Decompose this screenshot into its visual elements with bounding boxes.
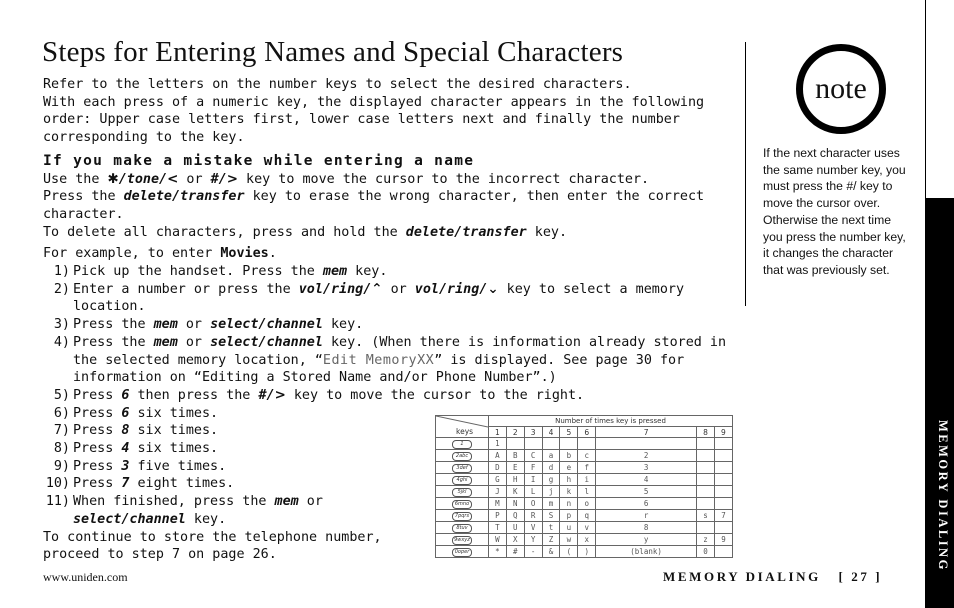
table-cell: N	[506, 498, 524, 510]
table-cell: E	[506, 462, 524, 474]
list-item: 4) Press the mem or select/channel key. (When there is information already stored in the selected memory location, “Edit MemoryXX” is displayed. See page 30 for information on “Editing a Stored Name and/or Phone Number”.)	[53, 334, 727, 386]
table-caption: Number of times key is pressed	[489, 416, 733, 427]
chevron-up-icon: ⌃	[371, 281, 383, 297]
table-cell: w	[560, 534, 578, 546]
table-cell: 4	[596, 474, 697, 486]
table-cell: -	[524, 546, 542, 558]
list-item: 7) Press 8 six times.	[53, 423, 219, 439]
table-cell: #	[506, 546, 524, 558]
note-badge: note	[796, 44, 886, 134]
column-header: 6	[578, 427, 596, 438]
table-cell: e	[560, 462, 578, 474]
key-cell	[436, 474, 489, 486]
mistake-line-1: Use the ✱/tone/< or #/> key to move the cursor to the incorrect character.	[43, 171, 650, 187]
table-cell: f	[578, 462, 596, 474]
table-cell	[697, 450, 715, 462]
table-cell	[697, 498, 715, 510]
table-cell: k	[560, 486, 578, 498]
table-cell: r	[596, 510, 697, 522]
list-item: 8) Press 4 six times.	[53, 441, 219, 457]
side-tab-rule	[925, 198, 954, 200]
table-cell: G	[489, 474, 507, 486]
table-cell: t	[542, 522, 560, 534]
column-header: 1	[489, 427, 507, 438]
table-cell: x	[578, 534, 596, 546]
keys-header: keys	[456, 427, 474, 436]
table-row	[436, 510, 733, 522]
table-cell	[714, 462, 732, 474]
list-item: 10) Press 7 eight times.	[45, 476, 235, 492]
character-table	[435, 415, 733, 558]
table-cell: Z	[542, 534, 560, 546]
table-cell	[697, 486, 715, 498]
table-cell: H	[506, 474, 524, 486]
table-cell: z	[697, 534, 715, 546]
list-item: 6) Press 6 six times.	[53, 405, 219, 421]
table-cell	[714, 522, 732, 534]
table-row	[436, 474, 733, 486]
table-cell: L	[524, 486, 542, 498]
key-cell	[436, 510, 489, 522]
table-row	[436, 486, 733, 498]
table-cell: 6	[596, 498, 697, 510]
table-cell	[596, 438, 697, 450]
table-cell: Q	[506, 510, 524, 522]
keypad-key-icon: 1	[452, 440, 472, 449]
table-cell: g	[542, 474, 560, 486]
table-cell: i	[578, 474, 596, 486]
table-cell: )	[578, 546, 596, 558]
table-cell: X	[506, 534, 524, 546]
keypad-key-icon: 7pqrs	[452, 512, 472, 521]
column-header: 3	[524, 427, 542, 438]
table-cell: &	[542, 546, 560, 558]
table-cell: T	[489, 522, 507, 534]
table-cell: D	[489, 462, 507, 474]
table-cell: 5	[596, 486, 697, 498]
intro-paragraph-1: Refer to the letters on the number keys to select the desired characters.	[43, 77, 632, 92]
example-lead: For example, to enter Movies.	[43, 246, 277, 262]
table-cell	[506, 438, 524, 450]
table-cell	[697, 438, 715, 450]
table-cell: n	[560, 498, 578, 510]
side-tab-top	[925, 0, 954, 198]
table-cell	[560, 438, 578, 450]
column-header: 2	[506, 427, 524, 438]
list-item: 5) Press 6 then press the #/> key to move the cursor to the right.	[53, 387, 585, 403]
list-item: 11) When finished, press the mem or select/channel key.	[45, 494, 323, 527]
table-cell: (blank)	[596, 546, 697, 558]
closing-paragraph: To continue to store the telephone number, proceed to step 7 on page 26.	[43, 529, 382, 563]
key-cell	[436, 450, 489, 462]
list-item: 9) Press 3 five times.	[53, 458, 227, 474]
table-cell: J	[489, 486, 507, 498]
table-cell	[714, 498, 732, 510]
table-cell: F	[524, 462, 542, 474]
intro-paragraph-2: With each press of a numeric key, the displayed character appears in the following order: Upper case letters first, lower case letters next and finally the number corresponding to the key.	[43, 94, 705, 146]
table-cell	[524, 438, 542, 450]
list-item: 1) Pick up the handset. Press the mem key.	[53, 264, 388, 280]
table-cell: 7	[714, 510, 732, 522]
table-cell: K	[506, 486, 524, 498]
keypad-key-icon: 0oper	[452, 548, 472, 557]
table-cell	[714, 474, 732, 486]
lcd-text: Edit MemoryXX	[322, 352, 435, 368]
table-cell	[578, 438, 596, 450]
table-cell	[714, 450, 732, 462]
table-cell: q	[578, 510, 596, 522]
table-cell: o	[578, 498, 596, 510]
table-row	[436, 498, 733, 510]
table-cell: U	[506, 522, 524, 534]
table-cell	[542, 438, 560, 450]
table-cell: V	[524, 522, 542, 534]
page-title: Steps for Entering Names and Special Characters	[42, 36, 624, 68]
keypad-key-icon: 9wxyz	[452, 536, 472, 545]
list-item: 3) Press the mem or select/channel key.	[53, 317, 364, 333]
keypad-key-icon: 2abc	[452, 452, 472, 461]
keypad-key-icon: 3def	[452, 464, 472, 473]
chevron-down-icon: ⌄	[487, 281, 499, 297]
table-cell: v	[578, 522, 596, 534]
table-cell: P	[489, 510, 507, 522]
keypad-key-icon: 6mno	[452, 500, 472, 509]
column-divider	[745, 42, 746, 306]
footer-url: www.uniden.com	[43, 570, 128, 584]
table-row	[436, 462, 733, 474]
table-cell: Y	[524, 534, 542, 546]
table-cell	[714, 438, 732, 450]
table-cell: j	[542, 486, 560, 498]
chevron-right-icon: >	[226, 171, 238, 187]
mistake-line-3: To delete all characters, press and hold the delete/transfer key.	[43, 224, 568, 240]
table-cell: y	[596, 534, 697, 546]
table-cell	[714, 546, 732, 558]
table-cell: c	[578, 450, 596, 462]
table-cell: O	[524, 498, 542, 510]
keypad-key-icon: 5jkl	[452, 488, 472, 497]
table-cell: M	[489, 498, 507, 510]
table-cell: m	[542, 498, 560, 510]
table-cell: W	[489, 534, 507, 546]
footer-section: MEMORY DIALING [ 27 ]	[663, 569, 883, 584]
table-cell: R	[524, 510, 542, 522]
table-cell: I	[524, 474, 542, 486]
table-cell: S	[542, 510, 560, 522]
column-header: 8	[697, 427, 715, 438]
list-item: 2) Enter a number or press the vol/ring/⌃ or vol/ring/⌄ key to select a memory location.	[53, 281, 685, 315]
table-corner	[436, 416, 489, 438]
table-cell: (	[560, 546, 578, 558]
table-cell: 3	[596, 462, 697, 474]
table-cell: u	[560, 522, 578, 534]
table-cell: C	[524, 450, 542, 462]
table-cell: *	[489, 546, 507, 558]
page-number: [ 27 ]	[838, 569, 883, 584]
column-header: 4	[542, 427, 560, 438]
note-text: If the next character uses the same number key, you must press the #/ key to move the cursor over. Otherwise the next time you press the number key, it changes the character that was previously set.	[763, 146, 906, 277]
mistake-heading: If you make a mistake while entering a name	[43, 152, 475, 169]
table-cell: b	[560, 450, 578, 462]
chevron-right-icon: >	[274, 387, 286, 403]
table-cell: d	[542, 462, 560, 474]
table-cell: s	[697, 510, 715, 522]
table-cell	[697, 462, 715, 474]
table-cell: 0	[697, 546, 715, 558]
key-cell	[436, 498, 489, 510]
mistake-line-2: Press the delete/transfer key to erase the wrong character, then enter the correct character.	[43, 189, 705, 222]
table-cell: 1	[489, 438, 507, 450]
key-cell	[436, 438, 489, 450]
side-tab-label: MEMORY DIALING	[936, 420, 950, 572]
chevron-left-icon: <	[167, 171, 179, 187]
star-icon: ✱	[107, 171, 119, 187]
table-cell: B	[506, 450, 524, 462]
key-cell	[436, 462, 489, 474]
table-cell: l	[578, 486, 596, 498]
table-cell: 8	[596, 522, 697, 534]
table-cell: 9	[714, 534, 732, 546]
column-header: 9	[714, 427, 732, 438]
key-cell	[436, 534, 489, 546]
table-cell: 2	[596, 450, 697, 462]
table-cell: a	[542, 450, 560, 462]
table-row	[436, 438, 733, 450]
column-header: 7	[596, 427, 697, 438]
table-cell	[714, 486, 732, 498]
key-cell	[436, 546, 489, 558]
table-row	[436, 546, 733, 558]
table-cell	[697, 522, 715, 534]
table-row	[436, 522, 733, 534]
keypad-key-icon: 4ghi	[452, 476, 472, 485]
key-cell	[436, 522, 489, 534]
table-cell: h	[560, 474, 578, 486]
table-cell	[697, 474, 715, 486]
table-row	[436, 450, 733, 462]
key-cell	[436, 486, 489, 498]
keypad-key-icon: 8tuv	[452, 524, 472, 533]
column-header: 5	[560, 427, 578, 438]
table-row	[436, 534, 733, 546]
table-cell: p	[560, 510, 578, 522]
table-cell: A	[489, 450, 507, 462]
